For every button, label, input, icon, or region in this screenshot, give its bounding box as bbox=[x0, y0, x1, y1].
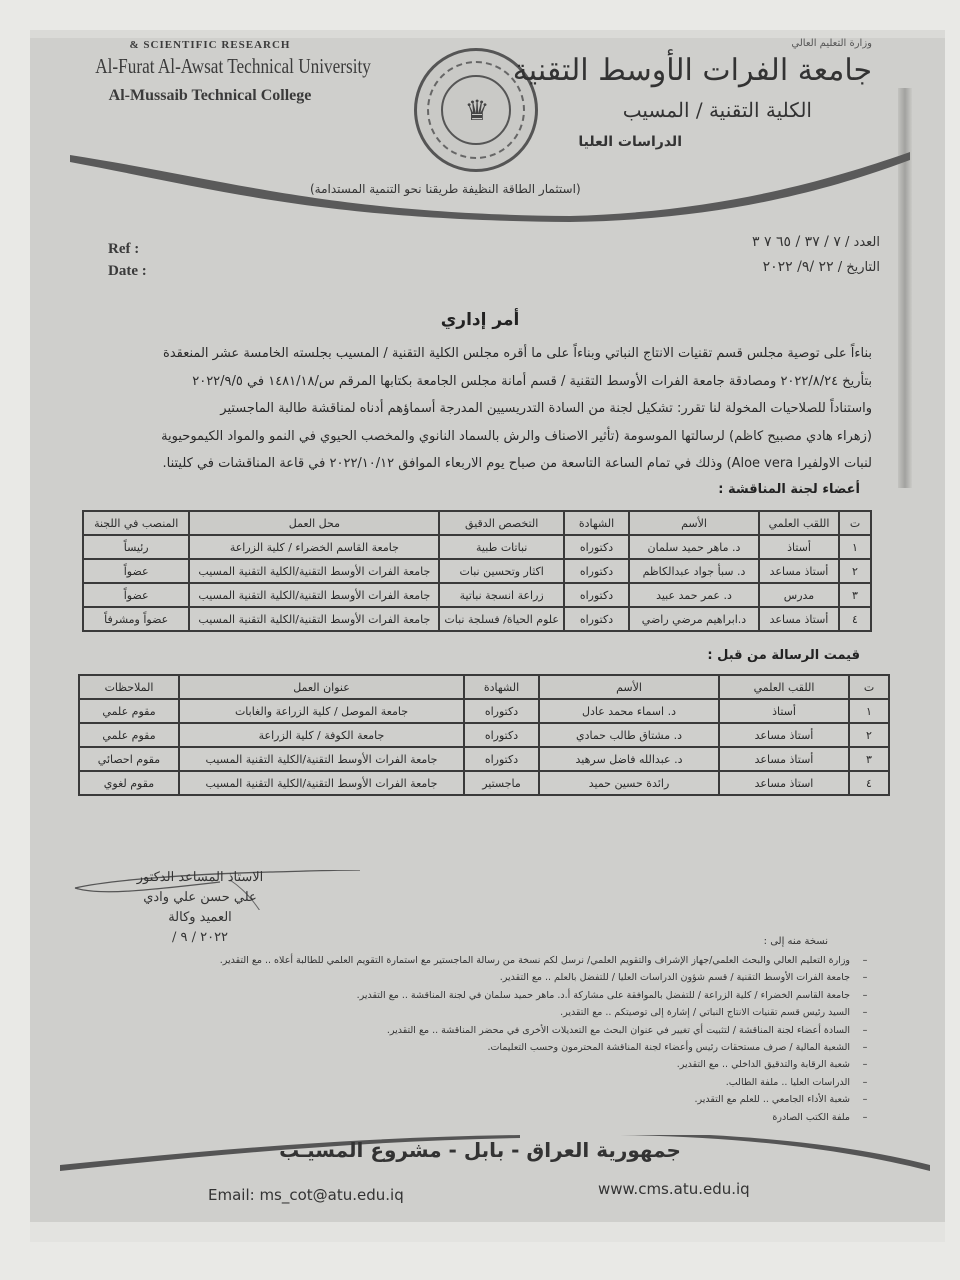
table-row bbox=[79, 699, 889, 723]
copies-list bbox=[219, 952, 880, 1126]
evaluators-table bbox=[78, 674, 890, 796]
table-cell: زراعة انسجة نباتية bbox=[439, 583, 564, 607]
bullet-dash-icon: – bbox=[862, 1007, 868, 1019]
copies-item-text: جامعة القاسم الخضراء / كلية الزراعة / للتفضل بالموافقة على مشاركة أ.د. ماهر حميد سلمان في لجنة المناقشة .. مع التقدير. bbox=[356, 989, 850, 1001]
body-line: بناءاً على توصية مجلس قسم تقنيات الانتاج النباتي وبناءاً على ما أقره مجلس الكلية التقنية / المسيب بجلسته الخامسة عشر المنعقدة bbox=[163, 346, 872, 361]
bullet-dash-icon: – bbox=[862, 1094, 868, 1106]
copies-item-text: الدراسات العليا .. ملفة الطالب. bbox=[725, 1076, 850, 1088]
col-header: التخصص الدقيق bbox=[439, 511, 564, 535]
table-header-row bbox=[79, 675, 889, 699]
table-cell: مدرس bbox=[759, 583, 839, 607]
copies-item-text: السادة أعضاء لجنة المناقشة / لتثبيت أي تغيير في عنوان البحث مع التعديلات الأخرى في محضر المناقشة .. مع التقدير. bbox=[386, 1024, 850, 1036]
table-cell: ٢ bbox=[839, 559, 871, 583]
bullet-dash-icon: – bbox=[862, 955, 868, 966]
col-header: ت bbox=[839, 511, 871, 535]
ar-university-name: جامعة الفرات الأوسط التقنية bbox=[512, 53, 872, 88]
table-cell: استاذ مساعد bbox=[719, 771, 849, 795]
table-cell: ماجستير bbox=[464, 771, 539, 795]
col-header: الأسم bbox=[629, 511, 759, 535]
table-cell: مقوم علمي bbox=[79, 723, 179, 747]
ar-number-value: ٧ / ٣٧ / ٦٥ ٧ ٣ bbox=[752, 234, 841, 250]
table-cell: أستاذ مساعد bbox=[719, 747, 849, 771]
seal-emblem-icon: ♛ bbox=[464, 94, 490, 127]
table-cell: نباتات طبية bbox=[439, 535, 564, 559]
col-header: اللقب العلمي bbox=[719, 675, 849, 699]
en-university-name: Al-Furat Al-Awsat Technical University bbox=[95, 54, 371, 78]
copies-item bbox=[320, 987, 880, 1004]
ar-ministry: وزارة التعليم العالي bbox=[791, 38, 872, 49]
copies-item-text: شعبة الأداء الجامعي .. للعلم مع التقدير. bbox=[694, 1094, 850, 1106]
committee-table bbox=[82, 510, 872, 632]
table-cell: دكتوراه bbox=[464, 699, 539, 723]
ref-date-labels bbox=[108, 238, 147, 282]
table-cell: دكتوراه bbox=[564, 607, 629, 631]
col-header: الأسم bbox=[539, 675, 719, 699]
table-cell: مقوم علمي bbox=[79, 699, 179, 723]
ar-number-label: العدد / bbox=[845, 235, 880, 250]
table-cell: ٤ bbox=[849, 771, 889, 795]
table-row bbox=[79, 723, 889, 747]
copies-item bbox=[320, 969, 880, 986]
table-cell: ١ bbox=[839, 535, 871, 559]
table-cell: علوم الحياة/ فسلجة نبات bbox=[439, 607, 564, 631]
copies-item bbox=[320, 1022, 880, 1039]
copies-heading: نسخة منه إلى : bbox=[763, 936, 828, 947]
table-row bbox=[83, 559, 871, 583]
table-cell: د. سبأ جواد عبدالكاظم bbox=[629, 559, 759, 583]
arabic-letterhead bbox=[492, 38, 872, 157]
body-line: (زهراء هادي مصبيح كاظم) لرسالتها الموسومة (تأثير الاصناف والرش بالسماد النانوي والمخصب الحيوي في النمو والمواد الكيموحيوية bbox=[161, 428, 872, 444]
table-cell: د. اسماء محمد عادل bbox=[539, 699, 719, 723]
table-cell: أستاذ bbox=[719, 699, 849, 723]
col-header: الملاحظات bbox=[79, 675, 179, 699]
table-cell: مقوم احصائي bbox=[79, 747, 179, 771]
table-cell: ٢ bbox=[849, 723, 889, 747]
bullet-dash-icon: – bbox=[862, 1076, 868, 1088]
table-cell: دكتوراه bbox=[564, 535, 629, 559]
copies-item-text: السيد رئيس قسم تقنيات الانتاج النباتي / إشارة إلى توصيتكم .. مع التقدير. bbox=[560, 1007, 850, 1019]
ar-number-row bbox=[752, 230, 880, 255]
english-letterhead bbox=[70, 38, 371, 108]
col-header: عنوان العمل bbox=[179, 675, 464, 699]
bullet-dash-icon: – bbox=[862, 1042, 868, 1054]
body-line: واستناداً للصلاحيات المخولة لنا تقرر: تشكيل لجنة من السادة التدريسيين المدرجة أسماؤهم أدناه لمناقشة طالبة الماجستير bbox=[220, 401, 872, 416]
table-cell: أستاذ مساعد bbox=[759, 559, 839, 583]
table-row bbox=[83, 583, 871, 607]
paper-top-edge bbox=[30, 30, 945, 38]
table-cell: د.ابراهيم مرضي راضي bbox=[629, 607, 759, 631]
order-body bbox=[88, 340, 872, 478]
bullet-dash-icon: – bbox=[862, 989, 868, 1001]
signature-block bbox=[125, 868, 275, 948]
copies-item-text: الشعبة المالية / صرف مستحقات رئيس وأعضاء لجنة المناقشة المحترمون وحسب التعليمات. bbox=[487, 1042, 850, 1054]
ar-department: الدراسات العليا bbox=[578, 134, 682, 150]
copies-item bbox=[320, 1056, 880, 1073]
table-cell: جامعة الفرات الأوسط التقنية/الكلية التقنية المسيب bbox=[189, 559, 439, 583]
table-cell: أستاذ مساعد bbox=[719, 723, 849, 747]
table-cell: ١ bbox=[849, 699, 889, 723]
table-cell: أستاذ مساعد bbox=[759, 607, 839, 631]
body-line: لنبات الاولفيرا Aloe vera) وذلك في تمام الساعة التاسعة من صباح يوم الاربعاء الموافق ٢٠٢٢/١٠/١٢ في قاعة المناقشات في كليتنا. bbox=[162, 456, 872, 471]
table-cell: رئيساً bbox=[83, 535, 189, 559]
paper-bottom-edge bbox=[30, 1222, 945, 1242]
table-cell: مقوم لغوي bbox=[79, 771, 179, 795]
copies-to bbox=[219, 932, 880, 1126]
slogan: (استثمار الطاقة النظيفة طريقنا نحو التنمية المستدامة) bbox=[310, 182, 581, 196]
table-cell: دكتوراه bbox=[564, 583, 629, 607]
copies-item bbox=[320, 1091, 880, 1108]
ar-date-label: التاريخ / bbox=[837, 260, 880, 275]
signer-name: علي حسن علي وادي bbox=[143, 890, 257, 905]
copies-item-text: شعبة الرقابة والتدقيق الداخلي .. مع التقدير. bbox=[676, 1059, 850, 1071]
footer-website: www.cms.atu.edu.iq bbox=[598, 1180, 750, 1198]
body-line: بتأريخ ٢٠٢٢/٨/٢٤ ومصادقة جامعة الفرات الأوسط التقنية / قسم أمانة مجلس الجامعة بكتابها المرقم س/١٤٨١/١٨ في ٢٠٢٢/٩/٥ bbox=[192, 373, 872, 389]
table-cell: جامعة الفرات الأوسط التقنية/الكلية التقنية المسيب bbox=[189, 607, 439, 631]
table-cell: اكثار وتحسين نبات bbox=[439, 559, 564, 583]
table-cell: جامعة الكوفة / كلية الزراعة bbox=[179, 723, 464, 747]
footer-email: Email: ms_cot@atu.edu.iq bbox=[208, 1186, 404, 1204]
ar-date-value: ٢٢ /٩/ ٢٠٢٢ bbox=[762, 259, 834, 275]
copies-item-text: جامعة الفرات الأوسط التقنية / قسم شؤون الدراسات العليا / للتفضل بالعلم .. مع التقدير. bbox=[499, 972, 850, 984]
signer-title: الاستاذ المساعد الدكتور bbox=[136, 870, 264, 885]
footer-address: جمهورية العراق - بابل - مشروع المسيـب bbox=[279, 1138, 681, 1162]
ar-college-name: الكلية التقنية / المسيب bbox=[622, 98, 812, 122]
bullet-dash-icon: – bbox=[862, 1059, 868, 1071]
en-ministry: & SCIENTIFIC RESEARCH bbox=[129, 39, 291, 51]
table-cell: دكتوراه bbox=[564, 559, 629, 583]
col-header: اللقب العلمي bbox=[759, 511, 839, 535]
copies-item-text: ملفة الكتب الصادرة bbox=[772, 1111, 850, 1123]
table-cell: د. عمر حمد عبيد bbox=[629, 583, 759, 607]
table-cell: جامعة الفرات الأوسط التقنية/الكلية التقنية المسيب bbox=[189, 583, 439, 607]
signer-position: العميد وكالة bbox=[168, 910, 232, 925]
signature-date: ٢٠٢٢ / ٩ / bbox=[171, 930, 229, 945]
table-cell: ٣ bbox=[849, 747, 889, 771]
col-header: الشهادة bbox=[564, 511, 629, 535]
table-cell: د. عبدالله فاضل سرهيد bbox=[539, 747, 719, 771]
table-row bbox=[79, 771, 889, 795]
copies-item-text: وزارة التعليم العالي والبحث العلمي/جهاز الإشراف والتقويم العلمي/ نرسل لكم نسخة من رسالة الماجستير مع استمارة التقويم العلمي للطالبة أعلاه .. مع التقدير. bbox=[219, 955, 850, 966]
table-cell: د. ماهر حميد سلمان bbox=[629, 535, 759, 559]
table-row bbox=[83, 535, 871, 559]
copies-item bbox=[219, 952, 880, 969]
bullet-dash-icon: – bbox=[862, 1111, 868, 1123]
page-fold-shadow bbox=[898, 88, 912, 488]
copies-item bbox=[320, 1039, 880, 1056]
copies-item bbox=[320, 1004, 880, 1021]
table-cell: ٤ bbox=[839, 607, 871, 631]
table-cell: دكتوراه bbox=[464, 747, 539, 771]
date-label: Date : bbox=[108, 263, 147, 279]
col-header: المنصب في اللجنة bbox=[83, 511, 189, 535]
table-row bbox=[83, 607, 871, 631]
ref-label: Ref : bbox=[108, 241, 140, 257]
table-cell: ٣ bbox=[839, 583, 871, 607]
table-header-row bbox=[83, 511, 871, 535]
table-cell: عضواً bbox=[83, 583, 189, 607]
table-cell: عضواً bbox=[83, 559, 189, 583]
copies-item bbox=[320, 1109, 880, 1126]
table-cell: أستاذ bbox=[759, 535, 839, 559]
ar-date-row bbox=[752, 255, 880, 280]
table-cell: جامعة الفرات الأوسط التقنية/الكلية التقنية المسيب bbox=[179, 771, 464, 795]
table-cell: جامعة الموصل / كلية الزراعة والغابات bbox=[179, 699, 464, 723]
table-cell: رائدة حسين حميد bbox=[539, 771, 719, 795]
document-title: أمر إداري bbox=[440, 310, 520, 330]
table-cell: جامعة الفرات الأوسط التقنية/الكلية التقنية المسيب bbox=[179, 747, 464, 771]
table-cell: جامعة القاسم الخضراء / كلية الزراعة bbox=[189, 535, 439, 559]
copies-item bbox=[320, 1074, 880, 1091]
bullet-dash-icon: – bbox=[862, 972, 868, 984]
table-cell: عضواً ومشرفاً bbox=[83, 607, 189, 631]
col-header: ت bbox=[849, 675, 889, 699]
committee-label: أعضاء لجنة المناقشة : bbox=[718, 482, 860, 497]
col-header: الشهادة bbox=[464, 675, 539, 699]
arabic-ref-date bbox=[752, 230, 880, 280]
col-header: محل العمل bbox=[189, 511, 439, 535]
en-college-name: Al-Mussaib Technical College bbox=[108, 87, 312, 104]
bullet-dash-icon: – bbox=[862, 1024, 868, 1036]
table-row bbox=[79, 747, 889, 771]
evaluators-label: قيمت الرسالة من قبل : bbox=[707, 648, 860, 663]
table-cell: دكتوراه bbox=[464, 723, 539, 747]
table-cell: د. مشتاق طالب حمادي bbox=[539, 723, 719, 747]
